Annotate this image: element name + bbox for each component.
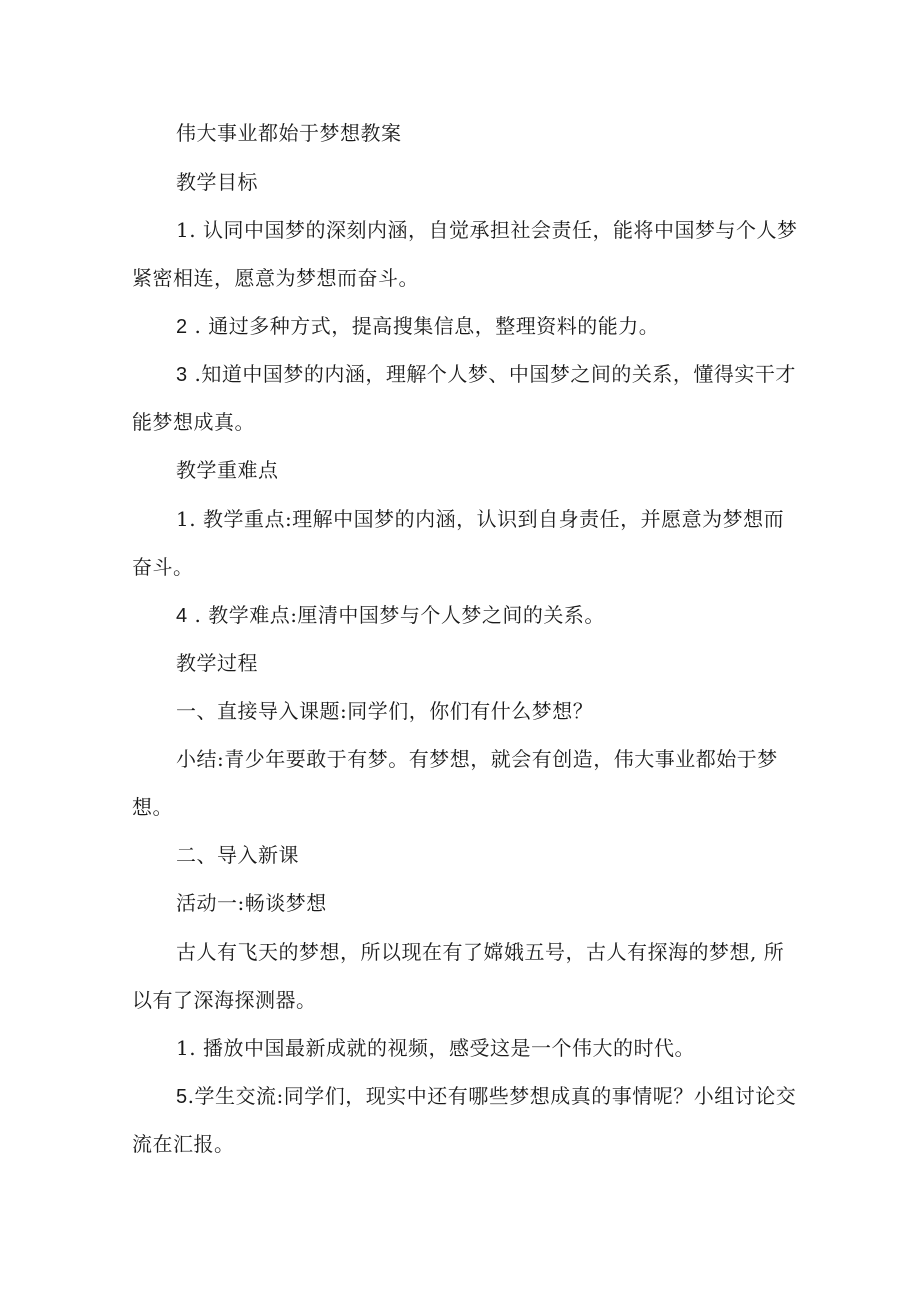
activity-1-heading: 活动一:畅谈梦想 bbox=[176, 891, 327, 915]
section-heading-keypoints: 教学重难点 bbox=[176, 458, 279, 482]
play-video-step: 1. 播放中国最新成就的视频，感受这是一个伟大的时代。 bbox=[176, 1036, 695, 1060]
goal-2 bbox=[176, 314, 659, 339]
keypoint-2 bbox=[176, 603, 605, 628]
goal-3-line-2: 能梦想成真。 bbox=[132, 410, 255, 434]
summary-line-2: 想。 bbox=[132, 795, 173, 819]
goal-2-text: . 通过多种方式，提高搜集信息，整理资料的能力。 bbox=[194, 314, 660, 338]
exchange-line-2: 流在汇报。 bbox=[132, 1132, 235, 1156]
goal-3-line-1 bbox=[176, 362, 796, 387]
ancient-dream-line-2: 以有了深海探测器。 bbox=[132, 988, 317, 1012]
goal-1-line-2: 紧密相连，愿意为梦想而奋斗。 bbox=[132, 266, 419, 290]
goal-3-number: 3 bbox=[176, 364, 188, 386]
exchange-line-1 bbox=[176, 1084, 796, 1109]
keypoint-1-line-1: 1. 教学重点:理解中国梦的内涵，认识到自身责任，并愿意为梦想而 bbox=[176, 507, 785, 531]
section-heading-goals: 教学目标 bbox=[176, 170, 258, 194]
process-step-1: 一、直接导入课题:同学们，你们有什么梦想？ bbox=[176, 699, 594, 723]
ancient-dream-line-1: 古人有飞天的梦想，所以现在有了嫦娥五号，古人有探海的梦想, 所 bbox=[176, 940, 785, 964]
summary-line-1: 小结:青少年要敢于有梦。有梦想，就会有创造，伟大事业都始于梦 bbox=[176, 747, 778, 771]
keypoint-2-number: 4 bbox=[176, 605, 188, 627]
goal-2-number: 2 bbox=[176, 316, 188, 338]
process-step-2: 二、导入新课 bbox=[176, 843, 299, 867]
keypoint-1-line-2: 奋斗。 bbox=[132, 555, 194, 579]
document-title: 伟大事业都始于梦想教案 bbox=[176, 121, 402, 145]
exchange-text: .学生交流:同学们，现实中还有哪些梦想成真的事情呢？小组讨论交 bbox=[187, 1084, 797, 1108]
exchange-number: 5 bbox=[176, 1086, 188, 1108]
goal-1-line-1: 1. 认同中国梦的深刻内涵，自觉承担社会责任，能将中国梦与个人梦 bbox=[176, 218, 798, 242]
goal-3-text: .知道中国梦的内涵，理解个人梦、中国梦之间的关系，懂得实干才 bbox=[194, 362, 796, 386]
keypoint-2-text: . 教学难点:厘清中国梦与个人梦之间的关系。 bbox=[194, 603, 605, 627]
section-heading-process: 教学过程 bbox=[176, 651, 258, 675]
